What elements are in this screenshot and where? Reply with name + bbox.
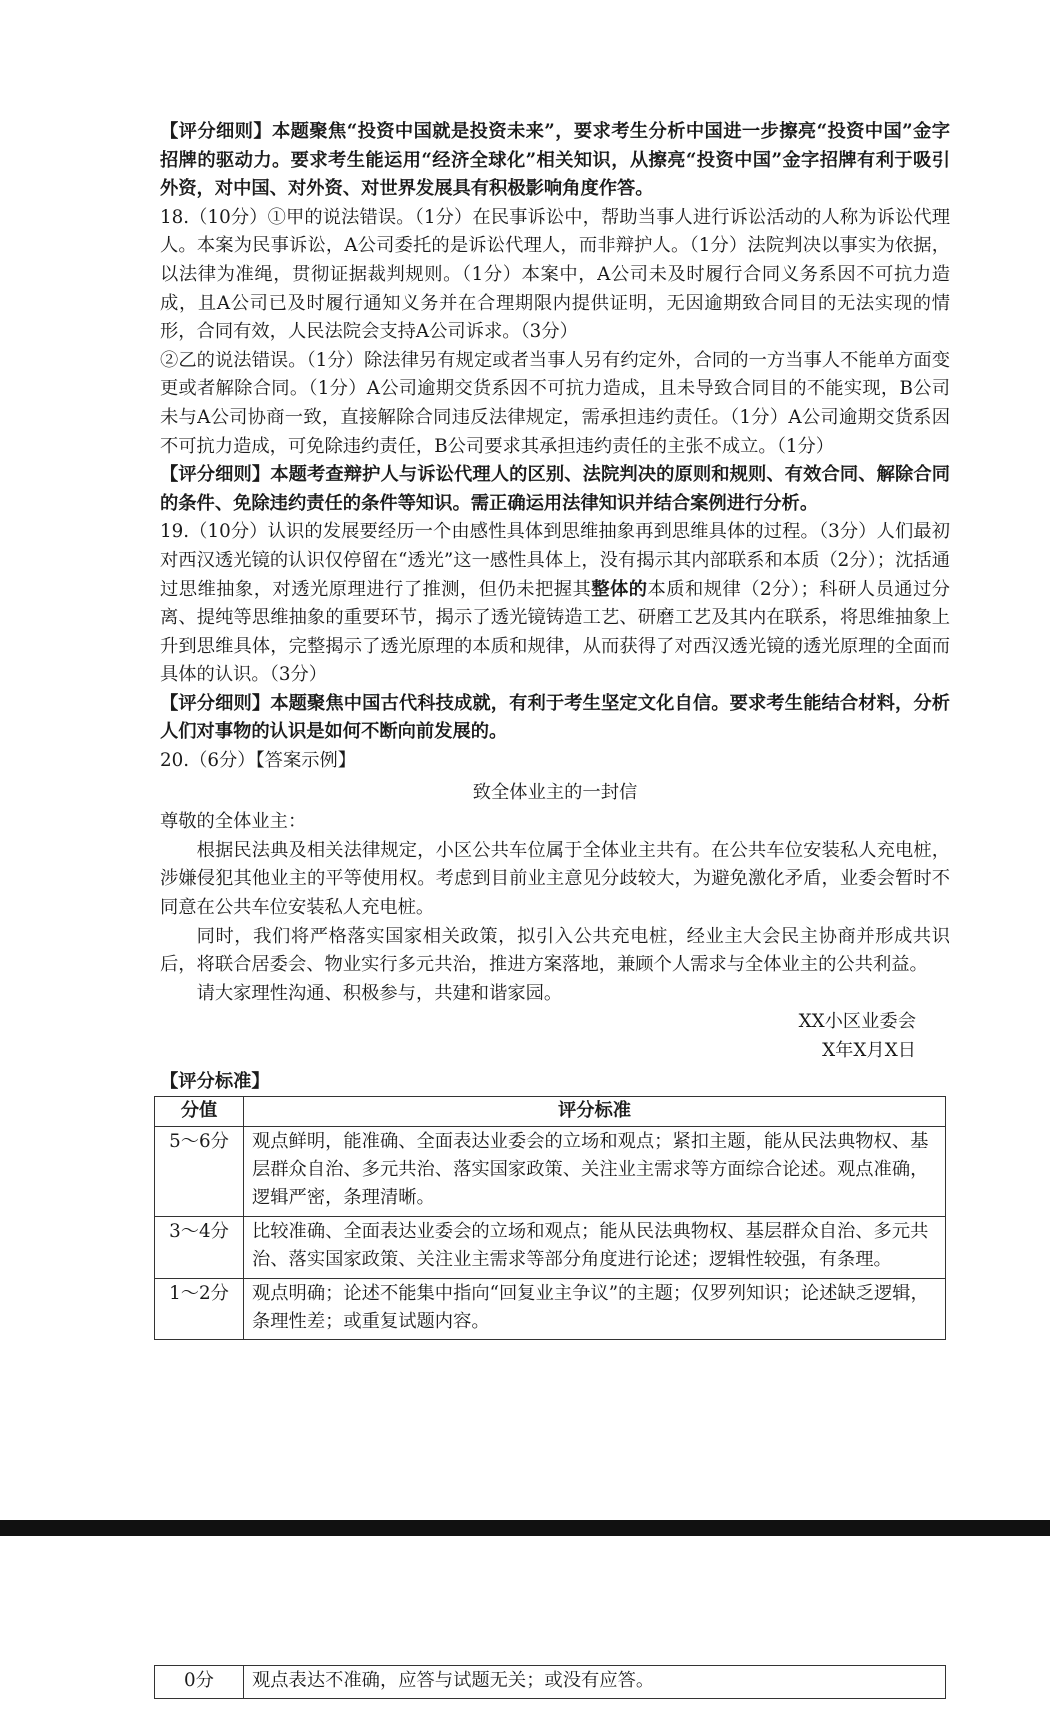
row-score: 1～2分 (155, 1278, 244, 1340)
answer-content (160, 118, 950, 1340)
letter-salutation: 尊敬的全体业主： (160, 811, 307, 833)
q20-heading: 20.（6分）【答案示例】 (160, 750, 357, 772)
row-standard: 观点表达不准确，应答与试题无关；或没有应答。 (244, 1666, 946, 1699)
row-standard: 比较准确、全面表达业委会的立场和观点；能从民法典物权、基层群众自治、多元共治、落实国家政策、关注业主需求等部分角度进行论述；逻辑性较强，有条理。 (244, 1216, 946, 1278)
row-score: 5～6分 (155, 1126, 244, 1216)
page-divider-bar (0, 1520, 1050, 1536)
scoring-table-continued (154, 1665, 946, 1699)
table-row (155, 1216, 946, 1278)
letter-paragraph-3: 请大家理性沟通、积极参与，共建和谐家园。 (196, 982, 563, 1004)
rubric-q19: 【评分细则】本题聚焦中国古代科技成就，有利于考生坚定文化自信。要求考生能结合材料，分析人们对事物的认识是如何不断向前发展的。 (160, 692, 950, 743)
q19-answer (160, 518, 950, 690)
letter-date: X年X月X日 (822, 1040, 916, 1061)
rubric-q18: 【评分细则】本题考查辩护人与诉讼代理人的区别、法院判决的原则和规则、有效合同、解除合同的条件、免除违约责任的条件等知识。需正确运用法律知识并结合案例进行分析。 (160, 464, 950, 514)
q19-answer-b: 本质和规律（2分）；科研人员通过分离、提纯等思维抽象的重要环节，揭示了透光镜铸造工艺、研磨工艺及其内在联系，将思维抽象上升到思维具体，完整揭示了透光原理的本质和规律，从而获得了对西汉透光镜的透光原理的全面而具体的认识。（3分） (160, 578, 950, 686)
q19-answer-a: 19.（10分）认识的发展要经历一个由感性具体到思维抽象再到思维具体的过程。（3分）人们最初对西汉透光镜的认识仅停留在“透光”这一感性具体上，没有揭示其内部联系和本质（2分）；沈括通过思维抽象，对透光原理进行了推测，但仍未把握其 (160, 521, 950, 600)
scoring-table (154, 1096, 946, 1340)
row-standard: 观点明确；论述不能集中指向“回复业主争议”的主题；仅罗列知识；论述缺乏逻辑，条理性差；或重复试题内容。 (244, 1278, 946, 1340)
row-score: 3～4分 (155, 1216, 244, 1278)
header-standard: 评分标准 (244, 1097, 946, 1126)
table-row (155, 1278, 946, 1340)
table-header-row (155, 1097, 946, 1126)
rubric-q17: 【评分细则】本题聚焦“投资中国就是投资未来”，要求考生分析中国进一步擦亮“投资中国”金字招牌的驱动力。要求考生能运用“经济全球化”相关知识，从擦亮“投资中国”金字招牌有利于吸引外资，对中国、对外资、对世界发展具有积极影响角度作答。 (160, 121, 950, 200)
letter-title: 致全体业主的一封信 (472, 781, 638, 803)
q18-answer-part2: ②乙的说法错误。（1分）除法律另有规定或者当事人另有约定外，合同的一方当事人不能单方面变更或者解除合同。（1分）A公司逾期交货系因不可抗力造成，且未导致合同目的不能实现，B公司未与A公司协商一致，直接解除合同违反法律规定，需承担违约责任。（1分）A公司逾期交货系因不可抗力造成，可免除违约责任，B公司要求其承担违约责任的主张不成立。（1分） (160, 349, 950, 457)
table-row (155, 1126, 946, 1216)
header-score: 分值 (155, 1097, 244, 1126)
row-standard: 观点鲜明，能准确、全面表达业委会的立场和观点；紧扣主题，能从民法典物权、基层群众自治、多元共治、落实国家政策、关注业主需求等方面综合论述。观点准确，逻辑严密，条理清晰。 (244, 1126, 946, 1216)
letter-signature: XX小区业委会 (798, 1011, 916, 1033)
row-score: 0分 (155, 1666, 244, 1699)
letter-paragraph-1: 根据民法典及相关法律规定，小区公共车位属于全体业主共有。在公共车位安装私人充电桩，涉嫌侵犯其他业主的平等使用权。考虑到目前业主意见分歧较大，为避免激化矛盾，业委会暂时不同意在公共车位安装私人充电桩。 (160, 839, 950, 919)
letter-paragraph-2: 同时，我们将严格落实国家相关政策，拟引入公共充电桩，经业主大会民主协商并形成共识后，将联合居委会、物业实行多元共治，推进方案落地，兼顾个人需求与全体业主的公共利益。 (160, 925, 950, 976)
q18-answer-part1: 18.（10分）①甲的说法错误。（1分）在民事诉讼中，帮助当事人进行诉讼活动的人称为诉讼代理人。本案为民事诉讼，A公司委托的是诉讼代理人，而非辩护人。（1分）法院判决以事实为依据，以法律为准绳，贯彻证据裁判规则。（1分）本案中，A公司未及时履行合同义务系因不可抗力造成，且A公司已及时履行通知义务并在合理期限内提供证明，无因逾期致合同目的无法实现的情形，合同有效，人民法院会支持A公司诉求。（3分） (160, 206, 950, 343)
q19-answer-bold: 整体的 (591, 578, 648, 600)
table-row (155, 1666, 946, 1699)
scoring-standard-title: 【评分标准】 (160, 1070, 270, 1092)
